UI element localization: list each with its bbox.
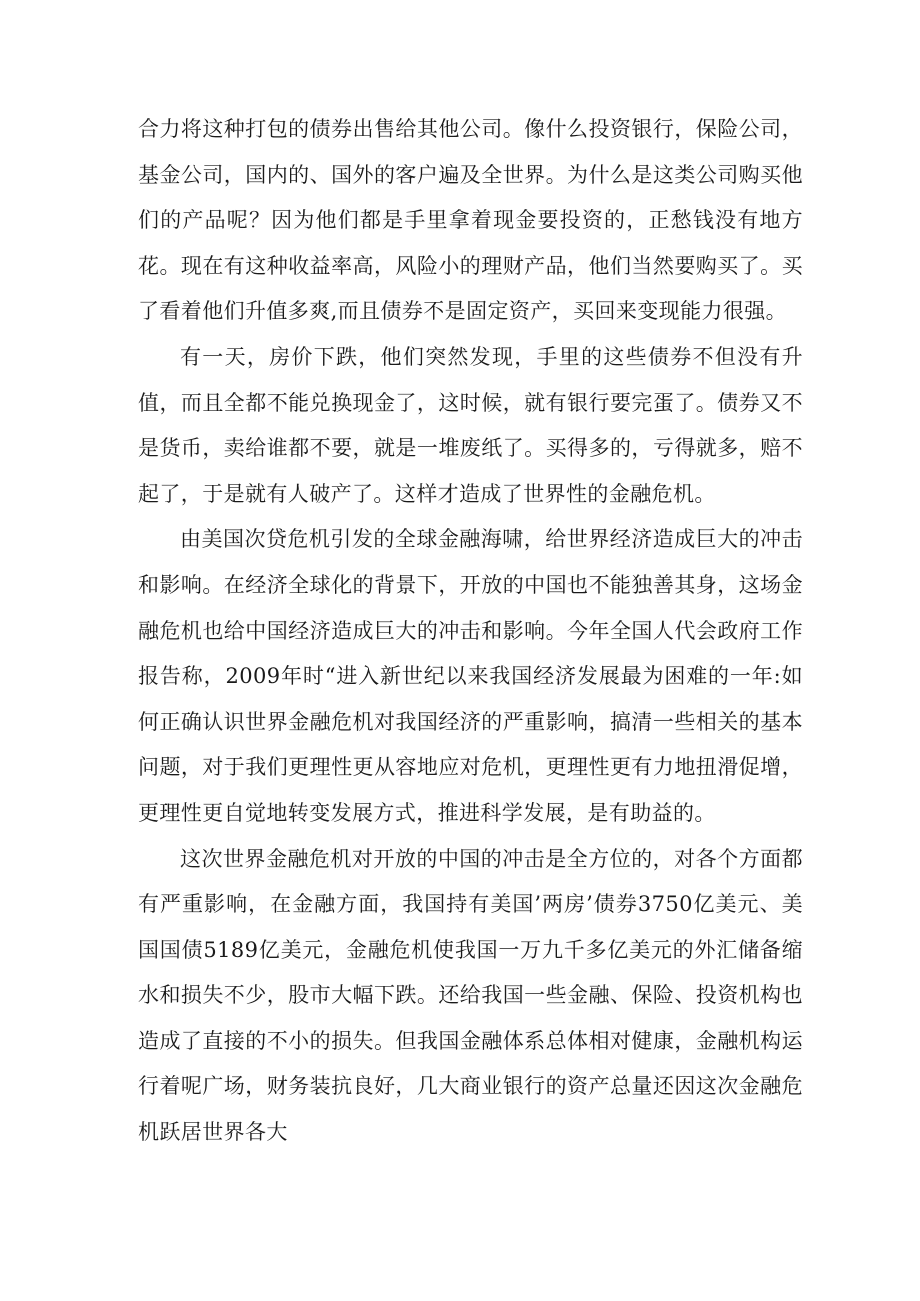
paragraph-1: 合力将这种打包的债券出售给其他公司。像什么投资银行，保险公司，基金公司，国内的、国外的客户遍及全世界。为什么是这类公司购买他们的产品呢？因为他们都是手里拿着现金要投资的，正愁钱没有地方花。现在有这种收益率高，风险小的理财产品，他们当然要购买了。买了看着他们升值多爽,而且债券不是固定资产，买回来变现能力很强。 xyxy=(138,117,803,324)
paragraph-2: 有一天，房价下跌，他们突然发现，手里的这些债券不但没有升值，而且全都不能兑换现金了，这时候，就有银行要完蛋了。债券又不是货币，卖给谁都不要，就是一堆废纸了。买得多的，亏得就多，赔不起了，于是就有人破产了。这样才造成了世界性的金融危机。 xyxy=(138,344,803,506)
body-text xyxy=(138,107,803,1156)
paragraph-3: 由美国次贷危机引发的全球金融海啸，给世界经济造成巨大的冲击和影响。在经济全球化的背景下，开放的中国也不能独善其身，这场金融危机也给中国经济造成巨大的冲击和影响。今年全国人代会政府工作报告称，2009年时“进入新世纪以来我国经济发展最为困难的一年:如何正确认识世界金融危机对我国经济的严重影响，搞清一些相关的基本问题，对于我们更理性更从容地应对危机，更理性更有力地扭滑促增，更理性更自觉地转变发展方式，推进科学发展，是有助益的。 xyxy=(138,527,803,825)
paragraph-4: 这次世界金融危机对开放的中国的冲击是全方位的，对各个方面都有严重影响，在金融方面，我国持有美国’两房’债券3750亿美元、美国国债5189亿美元，金融危机使我国一万九千多亿美元的外汇储备缩水和损失不少，股市大幅下跌。还给我国一些金融、保险、投资机构也造成了直接的不小的损失。但我国金融体系总体相对健康，金融机构运行着呢广场，财务装抗良好，几大商业银行的资产总量还因这次金融危机跃居世界各大 xyxy=(138,846,803,1145)
